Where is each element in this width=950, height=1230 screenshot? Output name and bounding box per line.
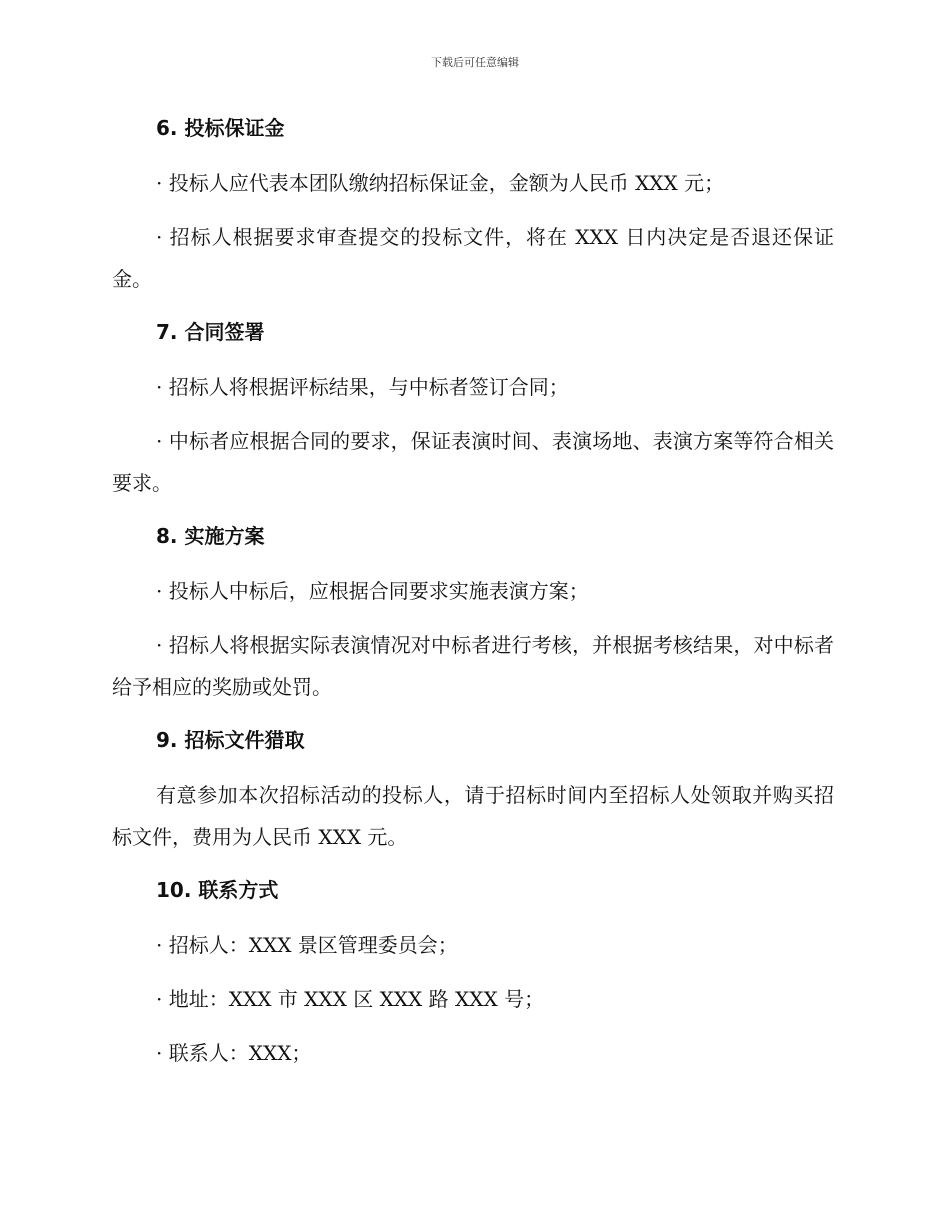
section-heading: 6. 投标保证金 — [156, 116, 285, 140]
page-header: 下载后可任意编辑 — [431, 56, 519, 69]
section-heading: 10. 联系方式 — [156, 878, 279, 902]
section-6 — [112, 108, 834, 300]
section-7 — [112, 312, 834, 504]
paragraph: · 投标人应代表本团队缴纳招标保证金，金额为人民币 XXX 元； — [156, 171, 725, 195]
document-body — [112, 108, 834, 1086]
paragraph: · 中标者应根据合同的要求，保证表演时间、表演场地、表演方案等符合相关要求。 — [112, 429, 834, 495]
paragraph: · 招标人将根据实际表演情况对中标者进行考核，并根据考核结果，对中标者给予相应的奖励或处罚。 — [112, 633, 834, 699]
paragraph: · 投标人中标后，应根据合同要求实施表演方案； — [156, 579, 589, 603]
section-8 — [112, 516, 834, 708]
section-9 — [112, 720, 834, 858]
section-heading: 8. 实施方案 — [156, 524, 265, 548]
paragraph: · 地址：XXX 市 XXX 区 XXX 路 XXX 号； — [156, 987, 545, 1011]
paragraph: 有意参加本次招标活动的投标人，请于招标时间内至招标人处领取并购买招标文件，费用为人民币 XXX 元。 — [112, 783, 834, 849]
section-10 — [112, 870, 834, 1074]
paragraph: · 联系人：XXX； — [156, 1041, 312, 1065]
paragraph: · 招标人根据要求审查提交的投标文件，将在 XXX 日内决定是否退还保证金。 — [112, 225, 834, 291]
section-heading: 7. 合同签署 — [156, 320, 265, 344]
paragraph: · 招标人将根据评标结果，与中标者签订合同； — [156, 375, 569, 399]
section-heading: 9. 招标文件猎取 — [156, 728, 305, 752]
paragraph: · 招标人：XXX 景区管理委员会； — [156, 933, 458, 957]
